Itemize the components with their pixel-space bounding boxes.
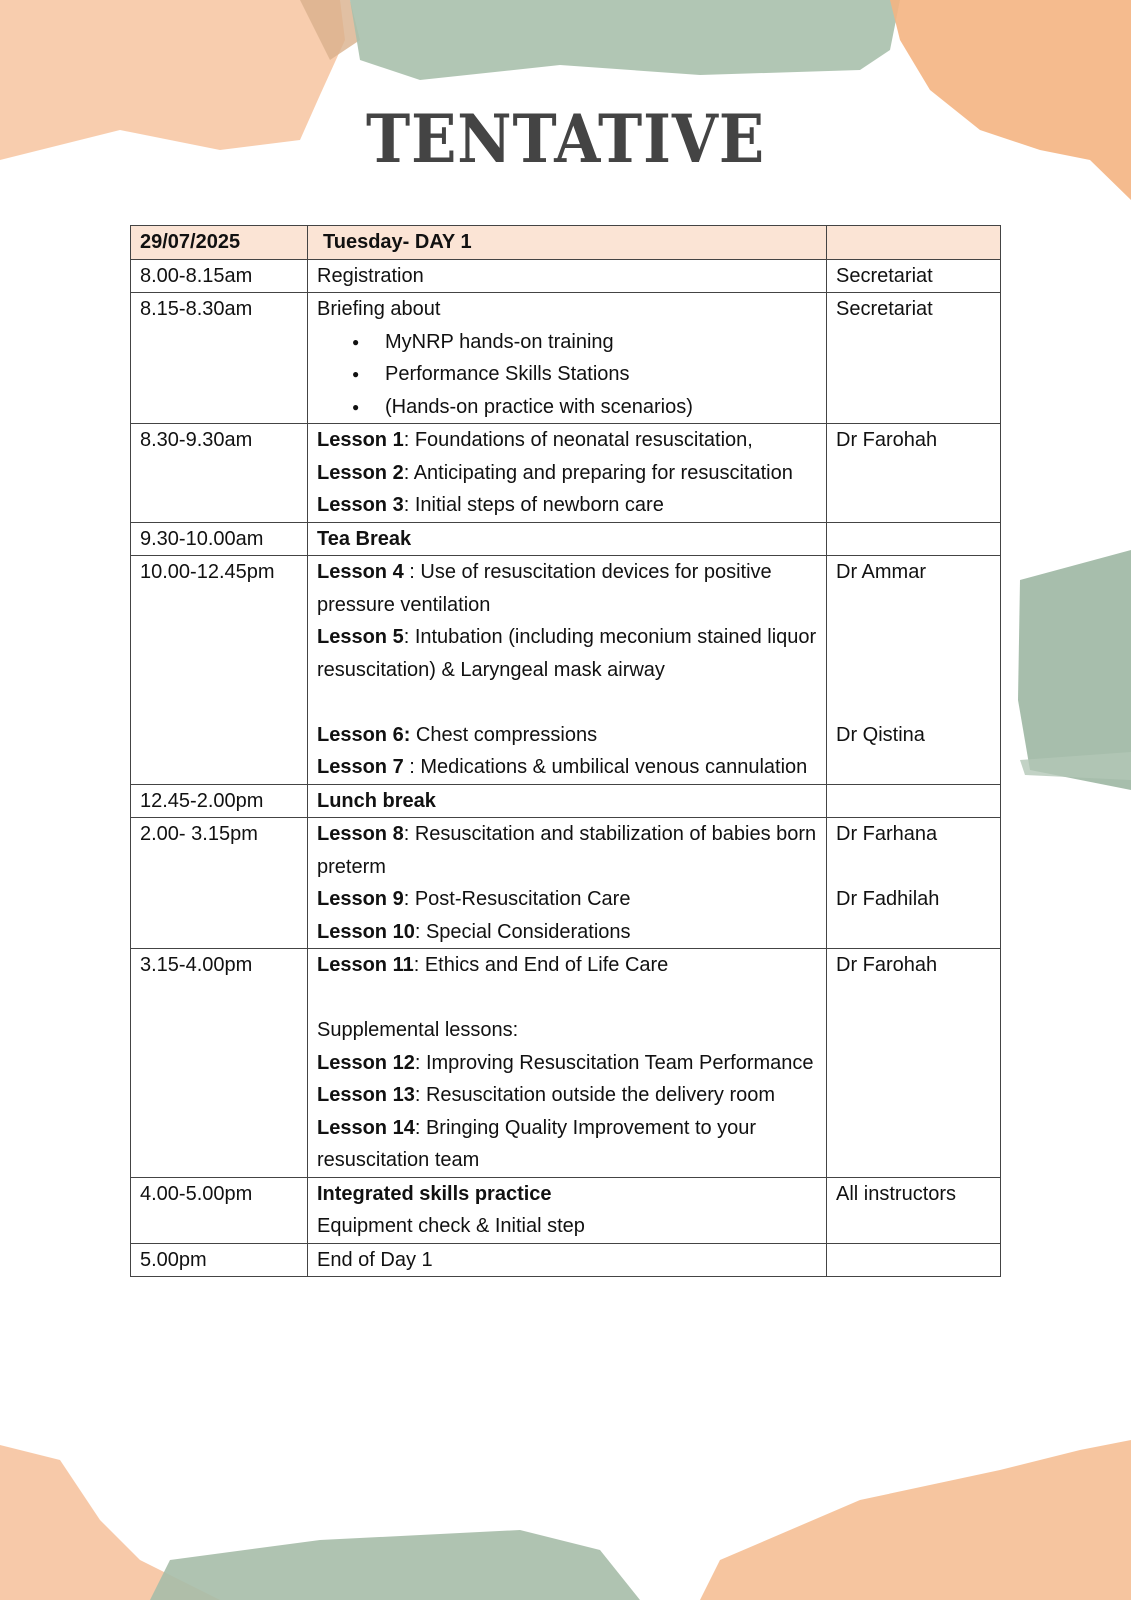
activity-cell: Registration <box>308 259 827 293</box>
header-date: 29/07/2025 <box>131 226 308 260</box>
list-item: ● MyNRP hands-on training <box>385 326 817 359</box>
lesson-line: Lesson 7 : Medications & umbilical venous cannulation <box>317 756 808 778</box>
activity-cell <box>308 949 827 1178</box>
table-row <box>131 556 1001 785</box>
speaker-name: Dr Fadhilah <box>836 888 940 910</box>
table-row <box>131 1177 1001 1243</box>
table-row <box>131 424 1001 523</box>
time-cell: 8.30-9.30am <box>131 424 308 523</box>
time-cell: 4.00-5.00pm <box>131 1177 308 1243</box>
table-row <box>131 1243 1001 1277</box>
table-row <box>131 522 1001 556</box>
speaker-cell: Dr Farohah <box>827 949 1001 1178</box>
table-row <box>131 259 1001 293</box>
list-item: ● Performance Skills Stations <box>385 358 817 391</box>
lesson-line: Lesson 14: Bringing Quality Improvement to your resuscitation team <box>317 1116 757 1171</box>
speaker-cell <box>827 818 1001 949</box>
speaker-name: Dr Qistina <box>836 723 925 746</box>
speaker-cell: Dr Farohah <box>827 424 1001 523</box>
lesson-line: Lesson 12: Improving Resuscitation Team Performance <box>317 1051 814 1074</box>
activity-cell <box>308 424 827 523</box>
activity-cell <box>308 1177 827 1243</box>
speaker-cell <box>827 784 1001 818</box>
lesson-line: Lesson 10: Special Considerations <box>317 920 631 943</box>
speaker-cell <box>827 1243 1001 1277</box>
lesson-line: Lesson 3: Initial steps of newborn care <box>317 494 664 516</box>
time-cell: 8.15-8.30am <box>131 293 308 424</box>
lesson-line: Lesson 6: Chest compressions <box>317 723 598 746</box>
lesson-line: Lesson 9: Post-Resuscitation Care <box>317 888 631 910</box>
speaker-cell <box>827 522 1001 556</box>
speaker-name: Dr Ammar <box>836 561 926 583</box>
lesson-line: Lesson 5: Intubation (including meconium stained liquor resuscitation) & Laryngeal mask airway <box>317 626 817 681</box>
header-day: Tuesday- DAY 1 <box>308 226 827 260</box>
time-cell: 8.00-8.15am <box>131 259 308 293</box>
speaker-cell <box>827 556 1001 785</box>
table-header-row <box>131 226 1001 260</box>
time-cell: 12.45-2.00pm <box>131 784 308 818</box>
page-title: TENTATIVE <box>365 100 766 178</box>
speaker-cell: Secretariat <box>827 259 1001 293</box>
time-cell: 9.30-10.00am <box>131 522 308 556</box>
activity-title: Integrated skills practice <box>317 1182 552 1205</box>
table-row <box>131 293 1001 424</box>
lesson-line: Lesson 1: Foundations of neonatal resuscitation, <box>317 429 753 451</box>
header-empty <box>827 226 1001 260</box>
table-row <box>131 818 1001 949</box>
activity-text: Equipment check & Initial step <box>317 1215 585 1237</box>
time-cell: 10.00-12.45pm <box>131 556 308 785</box>
lesson-line: Lesson 4 : Use of resuscitation devices for positive pressure ventilation <box>317 561 772 616</box>
table-row <box>131 949 1001 1178</box>
activity-cell: Tea Break <box>308 522 827 556</box>
supplemental-label: Supplemental lessons: <box>317 1019 519 1041</box>
list-item: ● (Hands-on practice with scenarios) <box>385 391 817 424</box>
schedule-table <box>130 225 1001 1277</box>
briefing-list <box>317 326 817 424</box>
activity-cell <box>308 293 827 424</box>
activity-cell <box>308 818 827 949</box>
time-cell: 5.00pm <box>131 1243 308 1277</box>
activity-cell: End of Day 1 <box>308 1243 827 1277</box>
speaker-cell: All instructors <box>827 1177 1001 1243</box>
lesson-line: Lesson 13: Resuscitation outside the delivery room <box>317 1084 776 1106</box>
lesson-line: Lesson 2: Anticipating and preparing for resuscitation <box>317 461 793 484</box>
activity-cell <box>308 556 827 785</box>
briefing-text: Briefing about <box>317 298 441 320</box>
speaker-name: Dr Farhana <box>836 823 938 845</box>
lesson-line: Lesson 8: Resuscitation and stabilization of babies born preterm <box>317 823 817 878</box>
speaker-cell: Secretariat <box>827 293 1001 424</box>
time-cell: 3.15-4.00pm <box>131 949 308 1178</box>
lesson-line: Lesson 11: Ethics and End of Life Care <box>317 954 669 976</box>
activity-cell: Lunch break <box>308 784 827 818</box>
time-cell: 2.00- 3.15pm <box>131 818 308 949</box>
table-row <box>131 784 1001 818</box>
